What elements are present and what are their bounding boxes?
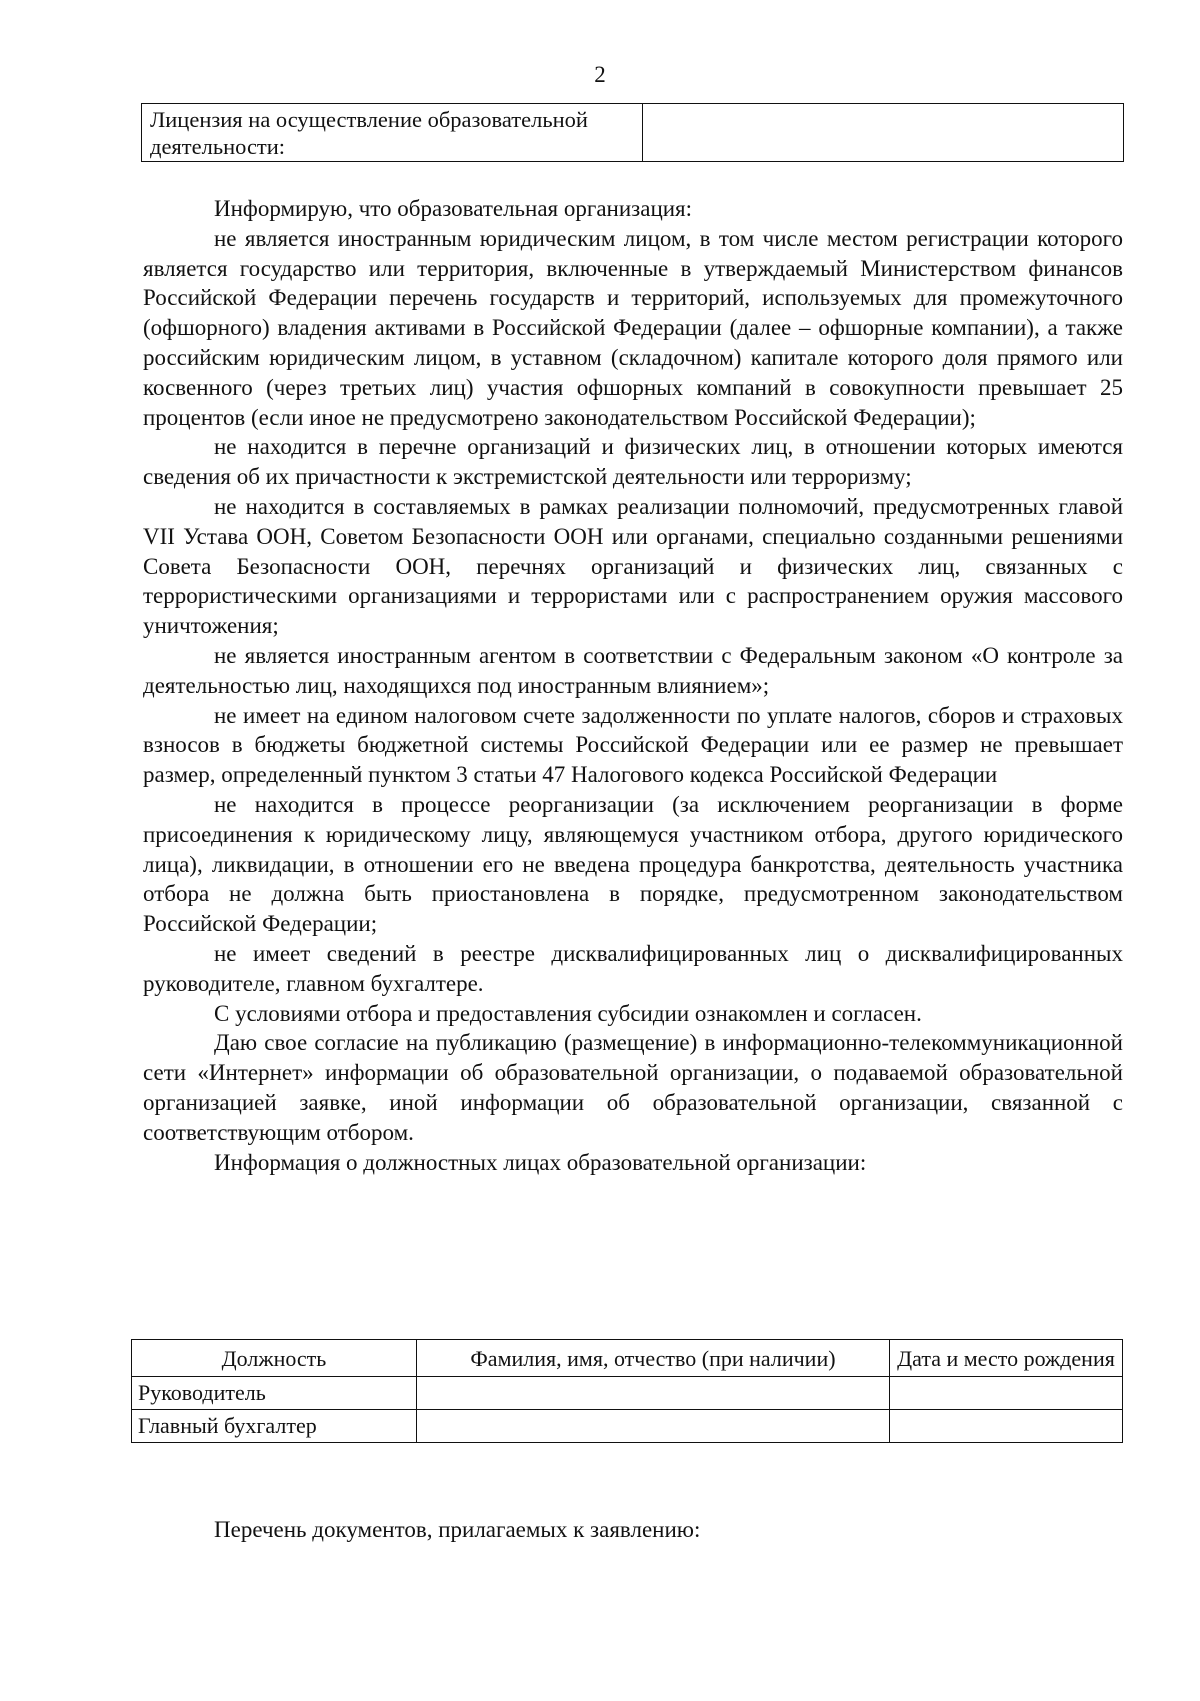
cell-full-name [417,1410,890,1443]
license-table [141,103,1124,162]
paragraph-un-lists: не находится в составляемых в рамках реализации полномочий, предусмотренных главой VII Устава ООН, Советом Безопасности ООН или органами, специально созданными решениями Совета Безопасности ООН, перечнях организаций и физических лиц, связанных с террористическими организациями и террористами или с распространением оружия массового уничтожения; [143,493,1123,639]
table-row [132,1377,1123,1410]
paragraph-officials-info: Информация о должностных лицах образовательной организации: [214,1149,867,1175]
paragraph-offshore: не является иностранным юридическим лицом, в том числе местом регистрации которого является государство или территория, включенные в утверждаемый Министерством финансов Российской Федерации перечень государств и территорий, используемых для промежуточного (офшорного) владения активами в Российской Федерации (далее – офшорные компании), а также российским юридическим лицом, в уставном (складочном) капитале которого доля прямого или косвенного (через третьих лиц) участия офшорных компаний в совокупности превышает 25 процентов (если иное не предусмотрено законодательством Российской Федерации); [143,225,1123,430]
documents-heading: Перечень документов, прилагаемых к заявлению: [214,1517,701,1542]
column-header-position: Должность [132,1340,417,1377]
paragraph-consent: Даю свое согласие на публикацию (размещение) в информационно-телекоммуникационной сети «Интернет» информации об образовательной организации, о подаваемой образовательной организацией заявке, иной информации об образовательной организации, связанной с соответствующим отбором. [143,1030,1123,1145]
column-header-full-name: Фамилия, имя, отчество (при наличии) [417,1340,890,1377]
paragraph-tax-debt: не имеет на едином налоговом счете задолженности по уплате налогов, сборов и страховых взносов в бюджеты бюджетной системы Российской Федерации или ее размер не превышает размер, определенный пунктом 3 статьи 47 Налогового кодекса Российской Федерации [143,702,1123,788]
paragraph-reorganization: не находится в процессе реорганизации (за исключением реорганизации в форме присоединения к юридическому лицу, являющемуся участником отбора, другого юридического лица), ликвидации, в отношении его не введена процедура банкротства, деятельность участника отбора не должна быть приостановлена в порядке, предусмотренном законодательством Российской Федерации; [143,791,1123,937]
cell-birth [890,1410,1123,1443]
paragraph-conditions: С условиями отбора и предоставления субсидии ознакомлен и согласен. [214,1000,922,1026]
license-value [643,104,1124,162]
page-number: 2 [594,62,606,87]
table-row [132,1410,1123,1443]
paragraph-extremism: не находится в перечне организаций и физических лиц, в отношении которых имеются сведения об их причастности к экстремистской деятельности или терроризму; [143,434,1123,490]
cell-position: Главный бухгалтер [132,1410,417,1443]
body-text [143,194,1123,1177]
table-header-row [132,1340,1123,1377]
cell-position: Руководитель [132,1377,417,1410]
paragraph-intro: Информирую, что образовательная организация: [214,196,693,221]
column-header-birth: Дата и место рождения [890,1340,1123,1377]
paragraph-disqualified: не имеет сведений в реестре дисквалифицированных лиц о дисквалифицированных руководителе, главном бухгалтере. [143,940,1123,996]
cell-birth [890,1377,1123,1410]
table-row [142,104,1124,162]
paragraph-foreign-agent: не является иностранным агентом в соответствии с Федеральным законом «О контроле за деятельностью лиц, находящихся под иностранным влиянием»; [143,642,1123,698]
license-label: Лицензия на осуществление образовательной деятельности: [142,104,643,162]
officials-table [131,1339,1123,1443]
cell-full-name [417,1377,890,1410]
